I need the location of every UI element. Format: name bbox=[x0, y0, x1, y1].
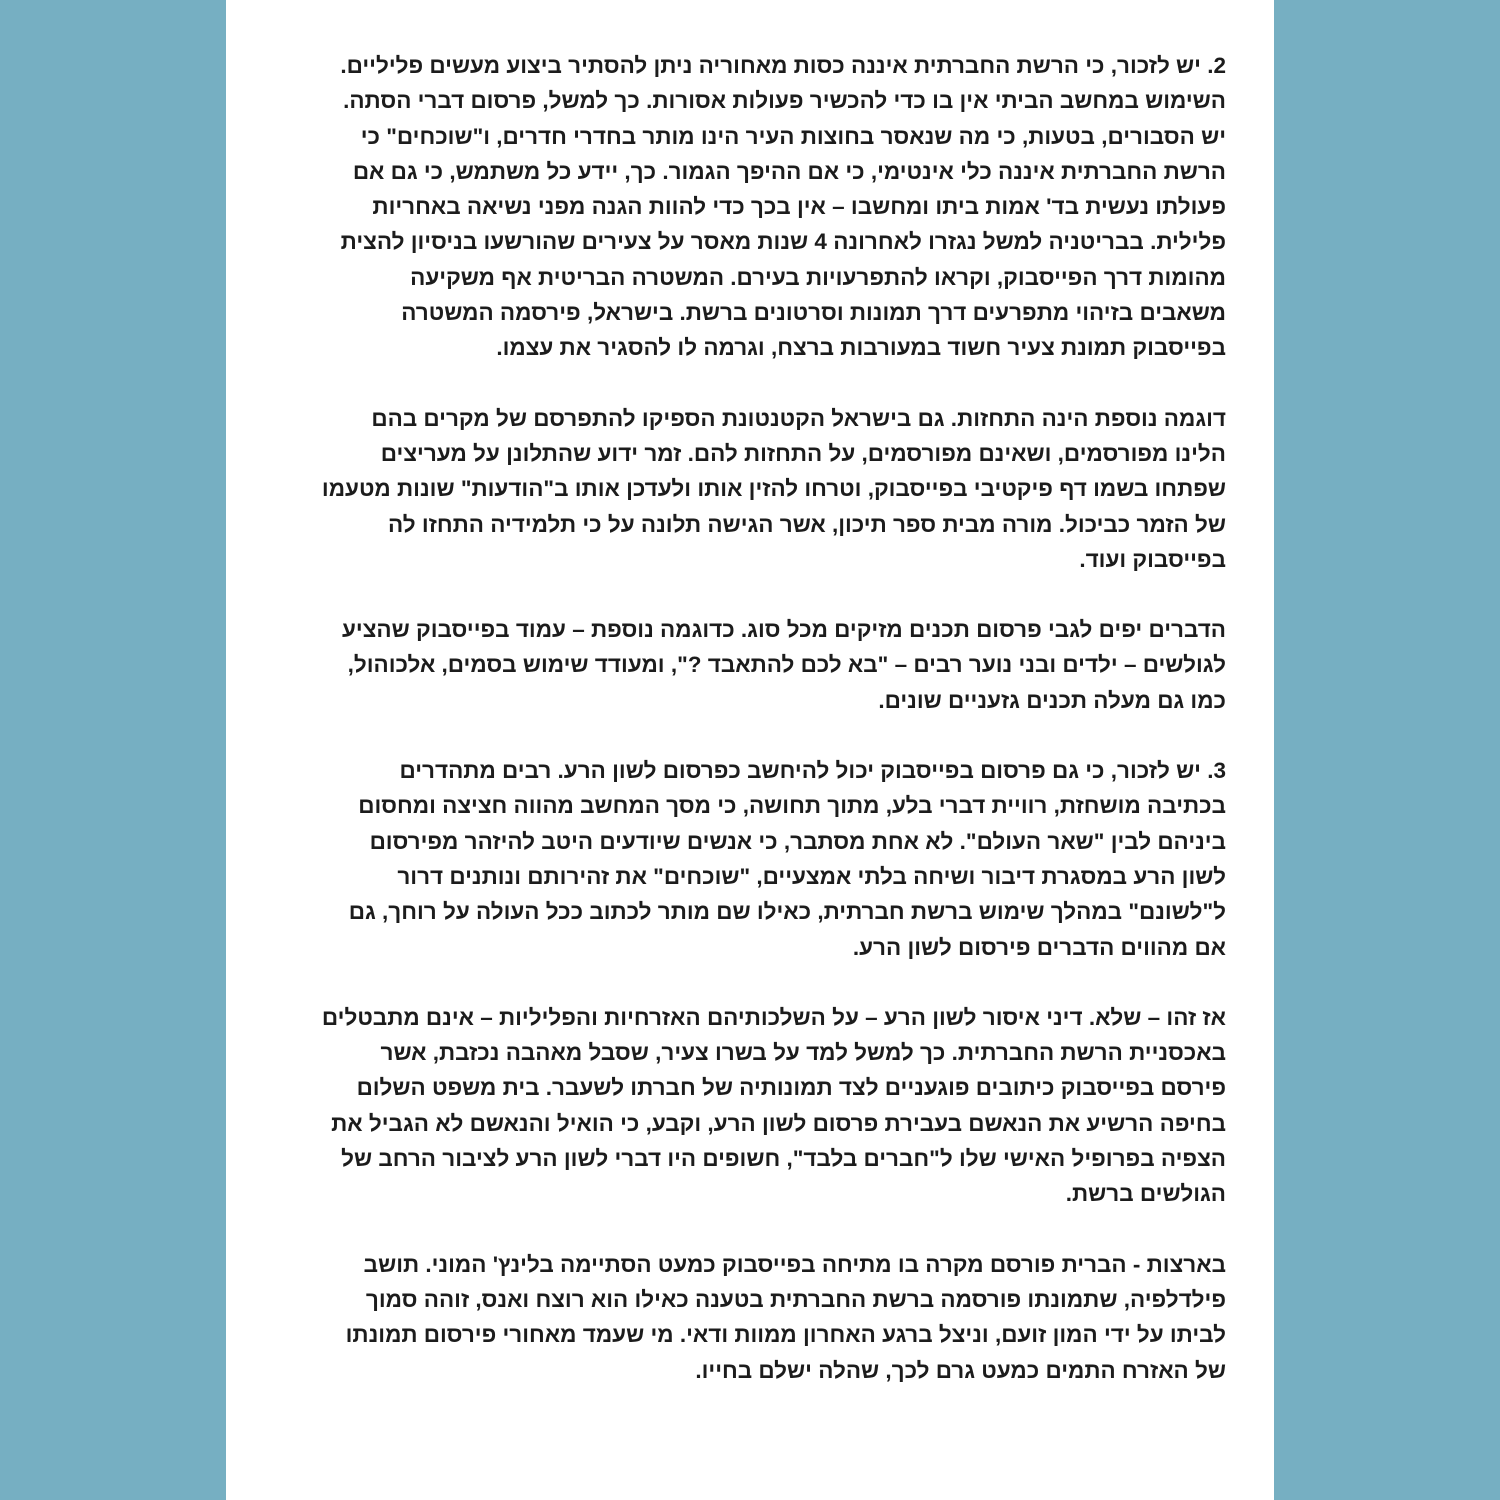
paragraph-harmful-content: הדברים יפים לגבי פרסום תכנים מזיקים מכל סוג. כדוגמה נוספת – עמוד בפייסבוק שהציע לגולשים – ילדים ובני נוער רבים – "בא לכם להתאבד ?", ומעודד שימוש בסמים, אלכוהול, כמו גם מעלה תכנים גזעניים שונים. bbox=[342, 617, 1226, 713]
paragraph-impersonation: דוגמה נוספת הינה התחזות. גם בישראל הקטנטונת הספיקו להתפרסם של מקרים בהם הלינו מפורסמים, ושאינם מפורסמים, על התחזות להם. זמר ידוע שהתלונן על מעריצים שפתחו בשמו דף פיקטיבי בפייסבוק, וטרחו להזין אותו ולעדכן אותו ב"הודעות" שונות מטעמו של הזמר כביכול. מורה מבית ספר תיכון, אשר הגישה תלונה על כי תלמידיה התחזו לה בפייסבוק ועוד. bbox=[321, 405, 1226, 572]
paragraph-defamation-law: אז זהו – שלא. דיני איסור לשון הרע – על השלכותיהם האזרחיות והפליליות – אינם מתבטלים באכסניית הרשת החברתית. כך למשל למד על בשרו צעיר, שסבל מאהבה נכזבת, אשר פירסם בפייסבוק כיתובים פוגעניים לצד תמונותיה של חברתו לשעבר. בית משפט השלום בחיפה הרשיע את הנאשם בעבירת פרסום לשון הרע, וקבע, כי הואיל והנאשם לא הגביל את הצפיה בפרופיל האישי שלו ל"חברים בלבד", חשופים היו דברי לשון הרע לציבור הרחב של הגולשים ברשת. bbox=[321, 1004, 1226, 1207]
paragraph-section-3: 3. יש לזכור, כי גם פרסום בפייסבוק יכול להיחשב כפרסום לשון הרע. רבים מתהדרים בכתיבה מושחזת, רוויית דברי בלע, מתוך תחושה, כי מסך המחשב מהווה חציצה ומחסום ביניהם לבין "שאר העולם". לא אחת מסתבר, כי אנשים שיודעים היטב להיזהר מפירסום לשון הרע במסגרת דיבור ושיחה בלתי אמצעיים, "שוכחים" את זהירותם ונותנים דרור ל"לשונם" במהלך שימוש ברשת חברתית, כאילו שם מותר לכתוב ככל העולה על רוחך, גם אם מהווים הדברים פירסום לשון הרע. bbox=[348, 758, 1226, 960]
document-page bbox=[226, 0, 1274, 1500]
document-body bbox=[321, 48, 1226, 1423]
paragraph-section-2: 2. יש לזכור, כי הרשת החברתית איננה כסות מאחוריה ניתן להסתיר ביצוע מעשים פליליים. השימוש במחשב הביתי אין בו כדי להכשיר פעולות אסורות. כך למשל, פרסום דברי הסתה. יש הסבורים, בטעות, כי מה שנאסר בחוצות העיר הינו מותר בחדרי חדרים, ו"שוכחים" כי הרשת החברתית איננה כלי אינטימי, כי אם ההיפך הגמור. כך, יידע כל משתמש, כי גם אם פעולתו נעשית בד' אמות ביתו ומחשבו – אין בכך כדי להוות הגנה מפני נשיאה באחריות פלילית. בבריטניה למשל נגזרו לאחרונה 4 שנות מאסר על צעירים שהורשעו בניסיון להצית מהומות דרך הפייסבוק, וקראו להתפרעויות בעירם. המשטרה הבריטית אף משקיעה משאבים בזיהוי מתפרעים דרך תמונות וסרטונים ברשת. בישראל, פירסמה המשטרה בפייסבוק תמונת צעיר חשוד במעורבות ברצח, וגרמה לו להסגיר את עצמו. bbox=[340, 53, 1226, 361]
paragraph-us-case: בארצות - הברית פורסם מקרה בו מתיחה בפייסבוק כמעט הסתיימה בלינץ' המוני. תושב פילדלפיה, שתמונתו פורסמה ברשת החברתית בטענה כאילו הוא רוצח ואנס, זוהה סמוך לביתו על ידי המון זועם, וניצל ברגע האחרון ממוות ודאי. מי שעמד מאחורי פירסום תמונתו של האזרח התמים כמעט גרם לכך, שהלה ישלם בחייו. bbox=[345, 1251, 1226, 1383]
